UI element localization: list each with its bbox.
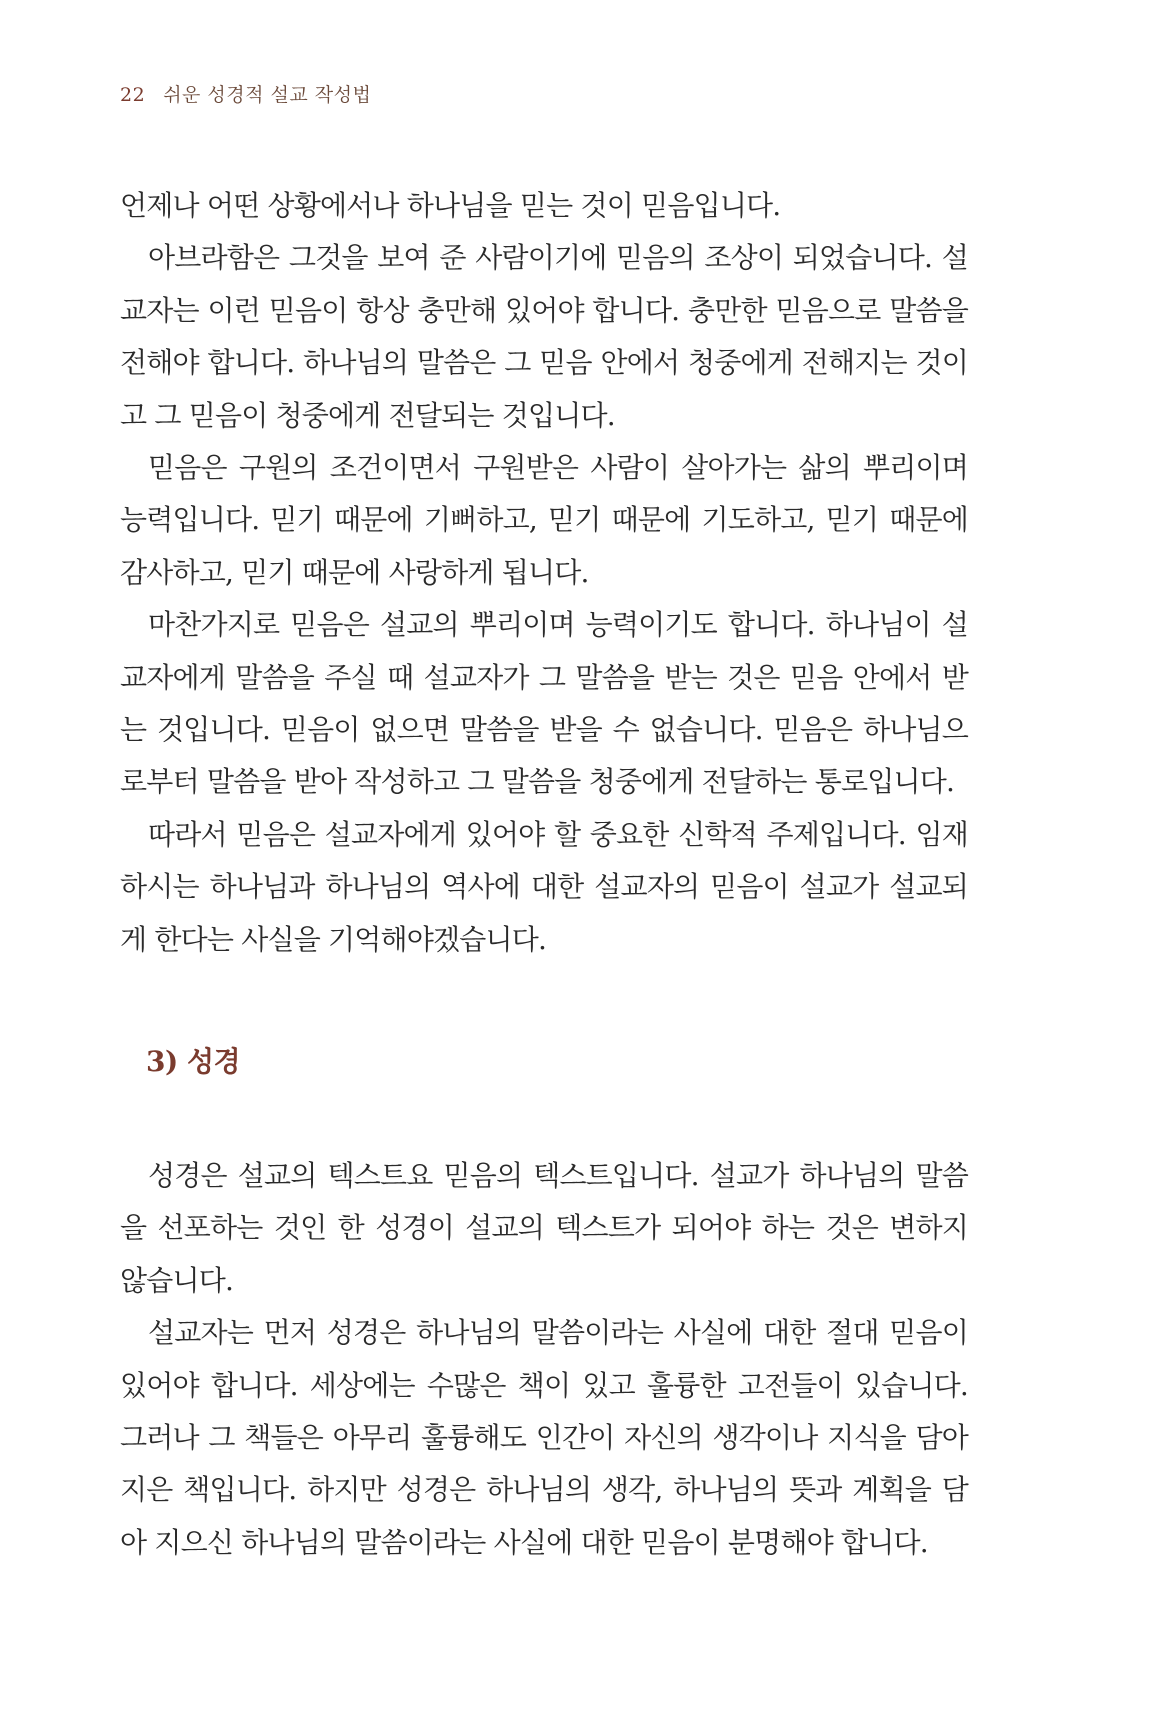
paragraph: 믿음은 구원의 조건이면서 구원받은 사람이 살아가는 삶의 뿌리이며 능력입니다. 믿기 때문에 기뻐하고, 믿기 때문에 기도하고, 믿기 때문에 감사하고, 믿기 때문에 사랑하게 됩니다. <box>120 451 968 589</box>
paragraph: 아브라함은 그것을 보여 준 사람이기에 믿음의 조상이 되었습니다. 설교자는 이런 믿음이 항상 충만해 있어야 합니다. 충만한 믿음으로 말씀을 전해야 합니다. 하나님의 말씀은 그 믿음 안에서 청중에게 전해지는 것이고 그 믿음이 청중에게 전달되는 것입니다. <box>120 241 968 432</box>
book-title: 쉬운 성경적 설교 작성법 <box>163 84 372 106</box>
body-text-section-1 <box>120 180 968 966</box>
section-heading: 3) 성경 <box>146 1045 241 1078</box>
paragraph: 설교자는 먼저 성경은 하나님의 말씀이라는 사실에 대한 절대 믿음이 있어야 합니다. 세상에는 수많은 책이 있고 훌륭한 고전들이 있습니다. 그러나 그 책들은 아무리 훌륭해도 인간이 자신의 생각이나 지식을 담아 지은 책입니다. 하지만 성경은 하나님의 생각, 하나님의 뜻과 계획을 담아 지으신 하나님의 말씀이라는 사실에 대한 믿음이 분명해야 합니다. <box>120 1316 968 1559</box>
running-header <box>120 80 371 107</box>
paragraph: 언제나 어떤 상황에서나 하나님을 믿는 것이 믿음입니다. <box>120 189 781 222</box>
paragraph: 따라서 믿음은 설교자에게 있어야 할 중요한 신학적 주제입니다. 임재하시는 하나님과 하나님의 역사에 대한 설교자의 믿음이 설교가 설교되게 한다는 사실을 기억해야겠습니다. <box>120 817 968 956</box>
page-number: 22 <box>120 84 146 106</box>
body-text-section-2 <box>120 1150 968 1569</box>
paragraph: 마찬가지로 믿음은 설교의 뿌리이며 능력이기도 합니다. 하나님이 설교자에게 말씀을 주실 때 설교자가 그 말씀을 받는 것은 믿음 안에서 받는 것입니다. 믿음이 없으면 말씀을 받을 수 없습니다. 믿음은 하나님으로부터 말씀을 받아 작성하고 그 말씀을 청중에게 전달하는 통로입니다. <box>120 608 968 799</box>
paragraph: 성경은 설교의 텍스트요 믿음의 텍스트입니다. 설교가 하나님의 말씀을 선포하는 것인 한 성경이 설교의 텍스트가 되어야 하는 것은 변하지 않습니다. <box>120 1159 968 1297</box>
